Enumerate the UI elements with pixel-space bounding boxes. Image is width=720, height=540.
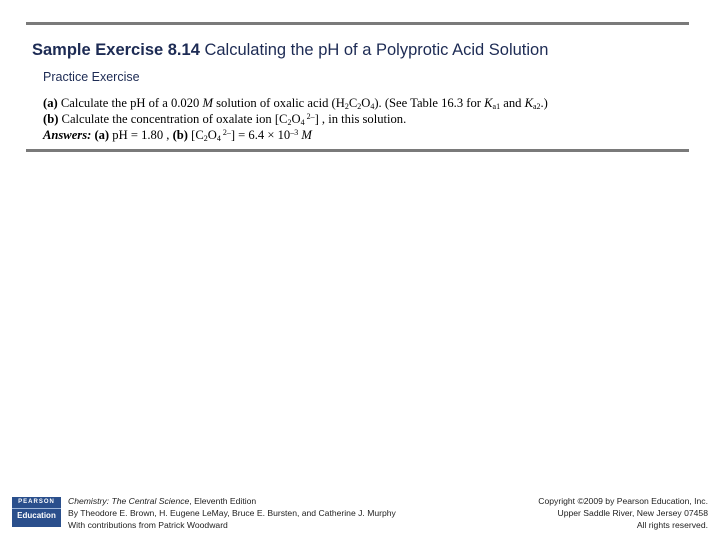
subscript: a1	[492, 102, 501, 111]
book-edition: , Eleventh Edition	[189, 496, 257, 506]
part-a-label: (a)	[43, 96, 58, 110]
title-bold: Sample Exercise 8.14	[32, 41, 200, 59]
molar-unit: M	[298, 128, 312, 142]
answer-b-label: (b)	[172, 128, 188, 142]
subscript: 2	[287, 118, 292, 127]
part-a-text: and	[500, 96, 525, 110]
copyright-line-3: All rights reserved.	[636, 520, 708, 530]
subscript: a2	[532, 102, 541, 111]
formula-text: O	[361, 96, 371, 110]
subscript: 2	[203, 134, 208, 143]
logo-band	[12, 508, 61, 509]
citation-line-3: With contributions from Patrick Woodward	[68, 520, 228, 530]
answers-label: Answers:	[43, 128, 92, 142]
superscript: 2–	[304, 112, 315, 121]
slide-subtitle: Practice Exercise	[43, 70, 140, 84]
formula-text: O	[291, 112, 301, 126]
title-rest: Calculating the pH of a Polyprotic Acid Solution	[199, 41, 549, 59]
ka-symbol: K	[484, 96, 493, 110]
molar-unit: M	[202, 96, 213, 110]
answers-line	[43, 127, 548, 143]
subscript: 2	[357, 102, 362, 111]
part-a-text: Calculate the pH of a 0.020	[57, 96, 203, 110]
slide-title	[32, 41, 548, 60]
bottom-divider	[26, 149, 689, 152]
part-a-text: .)	[540, 96, 548, 110]
copyright-line-2: Upper Saddle River, New Jersey 07458	[557, 508, 708, 518]
answer-b-text: [C	[187, 128, 204, 142]
copyright-line-1: Copyright ©2009 by Pearson Education, Inc.	[538, 496, 708, 506]
top-divider	[26, 22, 689, 25]
part-a-text: solution of oxalic acid (H	[212, 96, 345, 110]
subscript: 4	[216, 134, 221, 143]
subscript: 2	[344, 102, 349, 111]
pearson-logo	[12, 497, 61, 527]
book-title: Chemistry: The Central Science	[68, 496, 190, 506]
part-a-line	[43, 95, 548, 111]
superscript: 2–	[220, 128, 231, 137]
exercise-body	[43, 95, 548, 143]
logo-bottom-text: Education	[17, 511, 56, 520]
part-b-line	[43, 111, 548, 127]
formula-text: C	[348, 96, 358, 110]
answer-a-label: (a)	[91, 128, 110, 142]
part-a-text: ). (See Table 16.3 for	[374, 96, 485, 110]
formula-text: O	[207, 128, 217, 142]
subscript: 4	[370, 102, 375, 111]
answer-b-text: ] = 6.4 × 10	[230, 128, 291, 142]
part-b-text: ] , in this solution.	[314, 112, 407, 126]
citation-line-1	[68, 495, 396, 507]
ka-symbol: K	[524, 96, 533, 110]
footer-citation	[68, 495, 396, 531]
part-b-text: Calculate the concentration of oxalate ion [C	[58, 112, 288, 126]
exponent: –3	[290, 128, 299, 137]
answer-a-value: pH = 1.80 ,	[109, 128, 173, 142]
subscript: 4	[300, 118, 305, 127]
logo-top-text: PEARSON	[18, 499, 55, 505]
citation-line-2: By Theodore E. Brown, H. Eugene LeMay, Bruce E. Bursten, and Catherine J. Murphy	[68, 508, 396, 518]
part-b-label: (b)	[43, 112, 59, 126]
footer-copyright	[538, 495, 708, 531]
